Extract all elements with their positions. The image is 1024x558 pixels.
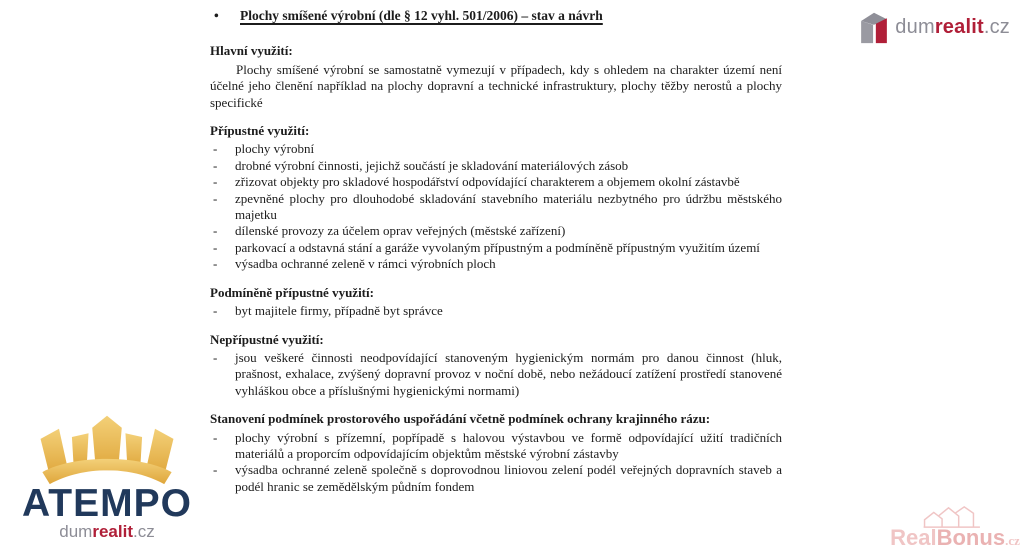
logo-dum-text: dum: [895, 15, 935, 38]
list-item-text: zpevněné plochy pro dlouhodobé skladování stavebního materiálu nezbytného pro údržbu městského majetku: [235, 190, 782, 223]
nepripustne-list: [210, 350, 782, 399]
list-item-text: zřizovat objekty pro skladové hospodářství odpovídající charakterem a objemem okolní zástavbě: [235, 174, 740, 190]
dash-marker: -: [213, 429, 218, 445]
list-item: [210, 191, 782, 224]
dash-marker: -: [213, 239, 218, 255]
dash-marker: -: [213, 174, 218, 190]
section-heading-nepripustne: Nepřípustné využití:: [210, 331, 324, 347]
list-item-text: drobné výrobní činnosti, jejichž součástí je skladování materiálových zásob: [235, 157, 629, 173]
dash-marker: -: [213, 349, 218, 365]
realbonus-cz-text: .cz: [1005, 533, 1020, 548]
dash-marker: -: [213, 141, 218, 157]
atempo-name: ATEMPO: [22, 482, 192, 525]
section-heading-podminene: Podmíněně přípustné využití:: [210, 284, 374, 300]
logo-cz-text: .cz: [983, 15, 1010, 38]
list-item: [210, 350, 782, 399]
list-item: [210, 462, 782, 495]
section-heading-pripustne: Přípustné využití:: [210, 123, 310, 139]
dash-marker: -: [213, 462, 218, 478]
document-title: Plochy smíšené výrobní (dle § 12 vyhl. 501/2006) – stav a návrh: [240, 8, 603, 23]
section-heading-stanoveni: Stanovení podmínek prostorového uspořádání včetně podmínek ochrany krajinného rázu:: [210, 411, 711, 427]
list-item: [210, 303, 782, 319]
list-item: [210, 174, 782, 190]
document-body: [210, 8, 782, 495]
list-item: [210, 240, 782, 256]
logo-realit-text: realit: [934, 15, 984, 38]
atempo-dumrealit: [14, 523, 200, 541]
house-cube-icon: [860, 10, 888, 44]
list-item-text: plochy výrobní: [235, 141, 315, 157]
stanoveni-list: [210, 430, 782, 496]
section-paragraph-hlavni: Plochy smíšené výrobní se samostatně vymezují v případech, kdy s ohledem na charakter území není účelné jeho členění například na plochy dopravní a technické infrastruktury, plochy těžby nerostů a plochy specifické: [210, 61, 782, 110]
list-item: [210, 430, 782, 463]
dumrealit-logo: [860, 10, 1010, 44]
dash-marker: -: [213, 223, 218, 239]
crown-icon: [32, 413, 182, 485]
list-item: [210, 223, 782, 239]
realbonus-real-text: Real: [890, 525, 937, 550]
list-item-text: plochy výrobní s přízemní, popřípadě s halovou výstavbou ve formě odpovídající užití tradičních materiálů a proporcím odpovídajícím objektům městské výrobní zástavby: [235, 429, 782, 461]
list-item: [210, 141, 782, 157]
realbonus-bonus-text: Bonus: [936, 525, 1006, 550]
atempo-watermark: [14, 413, 200, 541]
list-item: [210, 256, 782, 272]
list-item-text: parkovací a odstavná stání a garáže vyvolaným přípustným a podmíněně přípustným využitím území: [235, 239, 760, 255]
podminene-list: [210, 303, 782, 319]
list-item: [210, 158, 782, 174]
dash-marker: -: [213, 157, 218, 173]
atempo-realit-text: realit: [92, 522, 133, 541]
list-item-text: dílenské provozy za účelem oprav veřejných (městské zařízení): [235, 223, 566, 239]
pripustne-list: [210, 141, 782, 272]
title-bullet: •: [214, 8, 219, 23]
section-heading-hlavni: Hlavní využití:: [210, 43, 293, 59]
document-title-row: [210, 8, 782, 24]
dumrealit-wordmark: [895, 16, 1010, 39]
dash-marker: -: [213, 303, 218, 319]
list-item-text: jsou veškeré činnosti neodpovídající stanoveným hygienickým normám pro danou činnost (hluk, prašnost, exhalace, zvýšený dopravní provoz v noční době, nebo nežádoucí zatížení prostředí stanovené vyhláškou obce a příslušnými hygienickými normami): [235, 349, 782, 398]
dash-marker: -: [213, 256, 218, 272]
list-item-text: byt majitele firmy, případně byt správce: [235, 303, 443, 319]
dash-marker: -: [213, 190, 218, 206]
atempo-cz-text: .cz: [132, 522, 155, 541]
realbonus-wordmark: [890, 527, 1020, 550]
atempo-dum-text: dum: [59, 522, 93, 541]
list-item-text: výsadba ochranné zeleně v rámci výrobních ploch: [235, 256, 496, 272]
realbonus-watermark: [890, 505, 1020, 550]
list-item-text: výsadba ochranné zeleně společně s doprovodnou liniovou zelení podél veřejných dopravních staveb a podél hranic se zemědělským půdním fondem: [235, 462, 782, 494]
